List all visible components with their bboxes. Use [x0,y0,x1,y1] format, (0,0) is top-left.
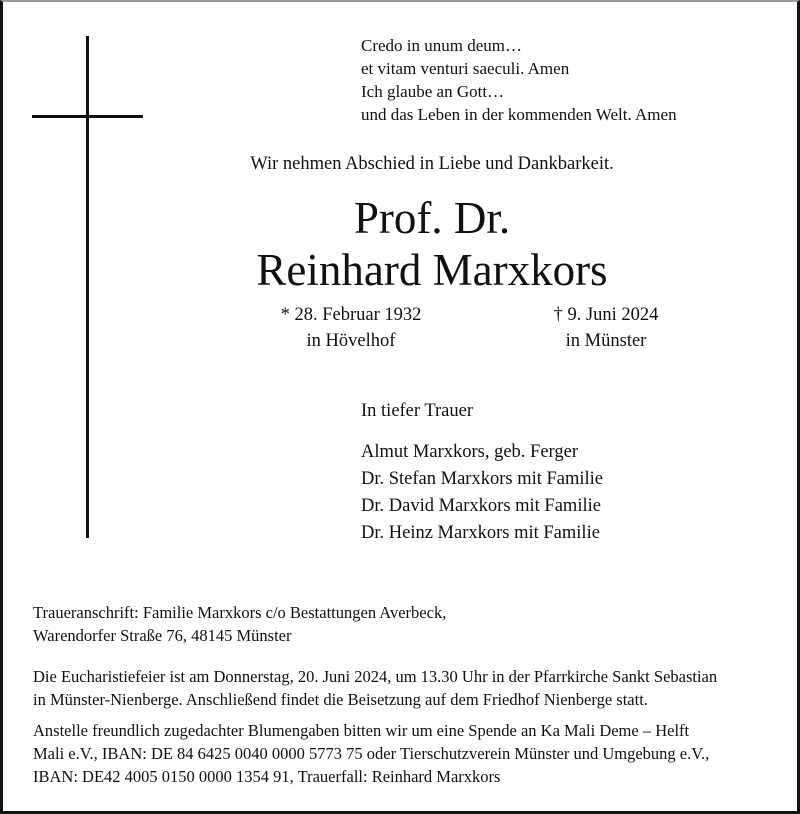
birth-place: in Hövelhof [306,331,396,351]
cross-icon-horizontal-bar [32,115,143,118]
address-line: Traueranschrift: Familie Marxkors c/o Bestattungen Averbeck, [33,603,447,622]
death-date: † 9. Juni 2024 [553,305,659,325]
creed-line: Credo in unum deum… [361,36,523,55]
service-line: in Münster-Nienberge. Anschließend findet die Beisetzung auf dem Friedhof Nienberge statt. [33,690,648,709]
deceased-name-block [3,192,800,296]
farewell-line: Wir nehmen Abschied in Liebe und Dankbarkeit. [250,154,614,174]
death-info [523,302,689,354]
mourners-list [361,439,603,547]
mourner: Dr. Heinz Marxkors mit Familie [361,523,600,543]
donation-line: IBAN: DE42 4005 0150 0000 1354 91, Trauerfall: Reinhard Marxkors [33,767,501,786]
address-line: Warendorfer Straße 76, 48145 Münster [33,626,292,645]
death-place: in Münster [565,331,647,351]
deceased-title: Prof. Dr. [353,193,511,243]
mourning-label: In tiefer Trauer [361,401,473,421]
service-line: Die Eucharistiefeier ist am Donnerstag, 20. Juni 2024, um 13.30 Uhr in der Pfarrkirche Sankt Sebastian [33,667,718,686]
creed-line: et vitam venturi saeculi. Amen [361,59,570,78]
service-info [33,665,717,711]
donation-line: Anstelle freundlich zugedachter Blumengaben bitten wir um eine Spende an Ka Mali Deme – Helft [33,721,690,740]
deceased-name: Reinhard Marxkors [256,245,608,295]
birth-info [265,302,437,354]
creed-verse [361,34,677,126]
birth-date: * 28. Februar 1932 [280,305,422,325]
donation-info [33,719,709,788]
mourner: Almut Marxkors, geb. Ferger [361,442,578,462]
creed-line: Ich glaube an Gott… [361,82,505,101]
mourner: Dr. David Marxkors mit Familie [361,496,601,516]
mourning-address [33,601,446,647]
creed-line: und das Leben in der kommenden Welt. Amen [361,105,677,124]
mourner: Dr. Stefan Marxkors mit Familie [361,469,604,489]
donation-line: Mali e.V., IBAN: DE 84 6425 0040 0000 5773 75 oder Tierschutzverein Münster und Umgebung e.V., [33,744,710,763]
